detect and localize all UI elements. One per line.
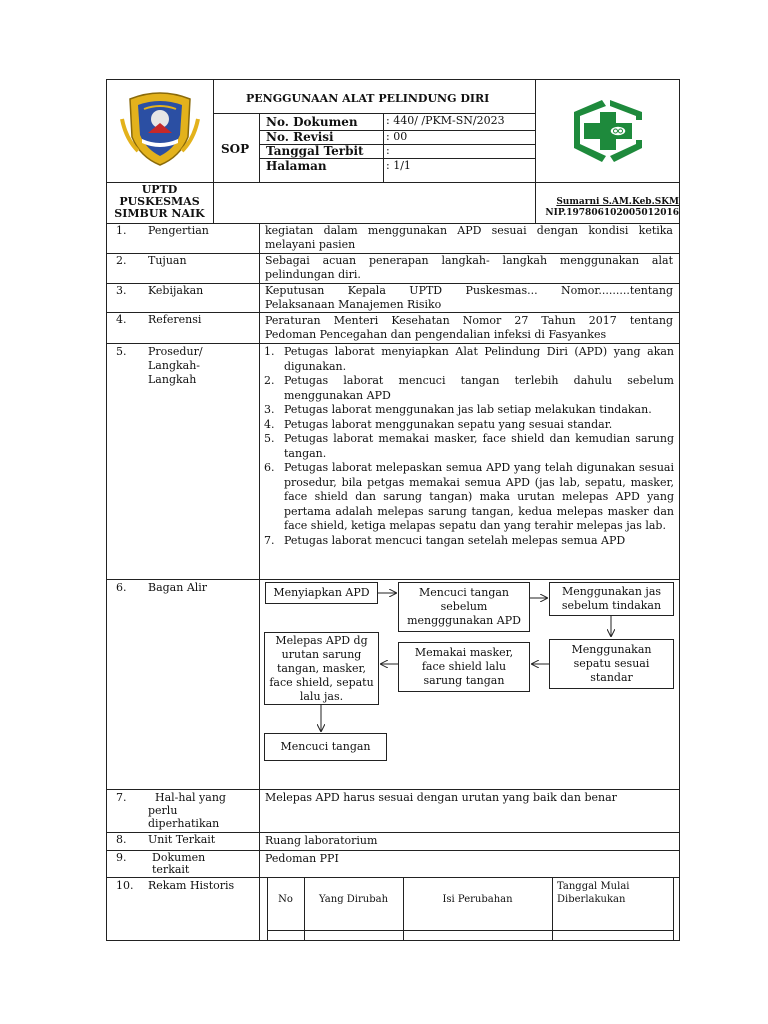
flow-box-menggunakan-sepatu: Menggunakan sepatu sesuai standar: [549, 639, 674, 689]
field-label-tanggal-terbit: Tanggal Terbit: [266, 144, 364, 158]
organization-line-puskesmas: PUSKESMAS: [119, 195, 200, 208]
row-text: Keputusan Kepala UPTD Puskesmas... Nomor.........tentang Pelaksanaan Manajemen Risiko: [265, 284, 673, 312]
procedure-step: 3. Petugas laborat menggunakan jas lab setiap melakukan tindakan.: [264, 403, 652, 416]
history-col-tanggal: Tanggal Mulai Diberlakukan: [557, 881, 630, 905]
field-label-halaman: Halaman: [266, 159, 327, 173]
flow-box-mencuci-tangan-sebelum: Mencuci tangan sebelum mengggunakan APD: [398, 582, 530, 632]
history-col-no: No: [278, 894, 293, 905]
row-label: Prosedur/ Langkah- Langkah: [148, 345, 203, 386]
procedure-step: 4. Petugas laborat menggunakan sepatu yang sesuai standar.: [264, 417, 613, 431]
flow-box-menggunakan-jas: Menggunakan jas sebelum tindakan: [549, 582, 674, 616]
row-number: 4.: [116, 313, 127, 326]
signer-name: Sumarni S.AM.Keb.SKM: [556, 197, 679, 207]
row-number: 6.: [116, 581, 127, 594]
row-text: Melepas APD harus sesuai dengan urutan yang baik dan benar: [265, 791, 617, 804]
sop-label: SOP: [221, 142, 250, 156]
row-number: 9.: [116, 851, 127, 864]
row-label: Pengertian: [148, 224, 209, 237]
flow-box-memakai-masker: Memakai masker, face shield lalu sarung tangan: [398, 642, 530, 692]
procedure-step: 1. Petugas laborat menyiapkan Alat Pelindung Diri (APD) yang akan digunakan.: [264, 345, 674, 373]
row-number: 10.: [116, 879, 134, 892]
row-text: Peraturan Menteri Kesehatan Nomor 27 Tahun 2017 tentang Pedoman Pencegahan dan pengendalian infeksi di Fasyankes: [265, 314, 673, 342]
procedure-step: 7. Petugas laborat mencuci tangan setelah melepas semua APD: [264, 533, 626, 547]
field-label-no-revisi: No. Revisi: [266, 130, 334, 144]
field-label-no-dokumen: No. Dokumen: [266, 115, 358, 129]
flow-box-mencuci-tangan: Mencuci tangan: [264, 733, 387, 761]
procedure-step: 6. Petugas laborat melepaskan semua APD yang telah digunakan sesuai prosedur, bila petgas memakai semua APD (jas lab, sepatu, masker, face shield dan sarung tangan) maka urutan melepas APD yang pertama adalah melepas sarung tangan, kedua melepas masker dan face shield, ketiga melapas sepatu dan yang terahir melepas jas lab.: [264, 461, 674, 532]
field-value-no-revisi: : 00: [386, 130, 408, 143]
row-number: 8.: [116, 833, 127, 846]
page-title: PENGGUNAAN ALAT PELINDUNG DIRI: [246, 92, 490, 105]
flow-box-melepas-apd: Melepas APD dg urutan sarung tangan, masker, face shield, sepatu lalu jas.: [264, 632, 379, 705]
history-col-yang-dirubah: Yang Dirubah: [318, 894, 389, 905]
row-number: 7.: [116, 791, 127, 804]
row-number: 2.: [116, 254, 127, 267]
history-table: [267, 877, 674, 941]
procedure-step: 2. Petugas laborat mencuci tangan terlebih dahulu sebelum menggunakan APD: [264, 374, 674, 402]
organization-line-simbur-naik: SIMBUR NAIK: [114, 207, 205, 220]
row-text: Ruang laboratorium: [265, 834, 378, 847]
row-text: kegiatan dalam menggunakan APD sesuai dengan kondisi ketika melayani pasien: [265, 224, 673, 252]
field-value-halaman: : 1/1: [386, 159, 411, 172]
row-label: Hal-hal yang perlu diperhatikan: [148, 791, 226, 830]
row-label: Kebijakan: [148, 284, 204, 297]
row-label: Bagan Alir: [148, 581, 208, 594]
procedure-step: 5. Petugas laborat memakai masker, face shield dan kemudian sarung tangan.: [264, 432, 674, 460]
row-label: Unit Terkait: [148, 833, 216, 846]
row-number: 5.: [116, 345, 127, 358]
row-text: Sebagai acuan penerapan langkah- langkah menggunakan alat pelindungan diri.: [265, 254, 673, 282]
organization-line-uptd: UPTD: [141, 183, 178, 196]
row-label: Dokumen terkait: [152, 851, 206, 876]
flow-box-menyiapkan-apd: Menyiapkan APD: [265, 582, 378, 604]
row-label: Referensi: [148, 313, 202, 326]
row-label: Rekam Historis: [148, 879, 235, 892]
row-label: Tujuan: [148, 254, 187, 267]
history-col-isi-perubahan: Isi Perubahan: [442, 894, 513, 905]
field-value-tanggal-terbit: :: [386, 144, 390, 157]
row-number: 1.: [116, 224, 127, 237]
row-text: Pedoman PPI: [265, 852, 339, 865]
field-value-no-dokumen: : 440/ /PKM-SN/2023: [386, 114, 505, 127]
row-number: 3.: [116, 284, 127, 297]
signer-nip: NIP.197806102005012016: [545, 208, 679, 218]
